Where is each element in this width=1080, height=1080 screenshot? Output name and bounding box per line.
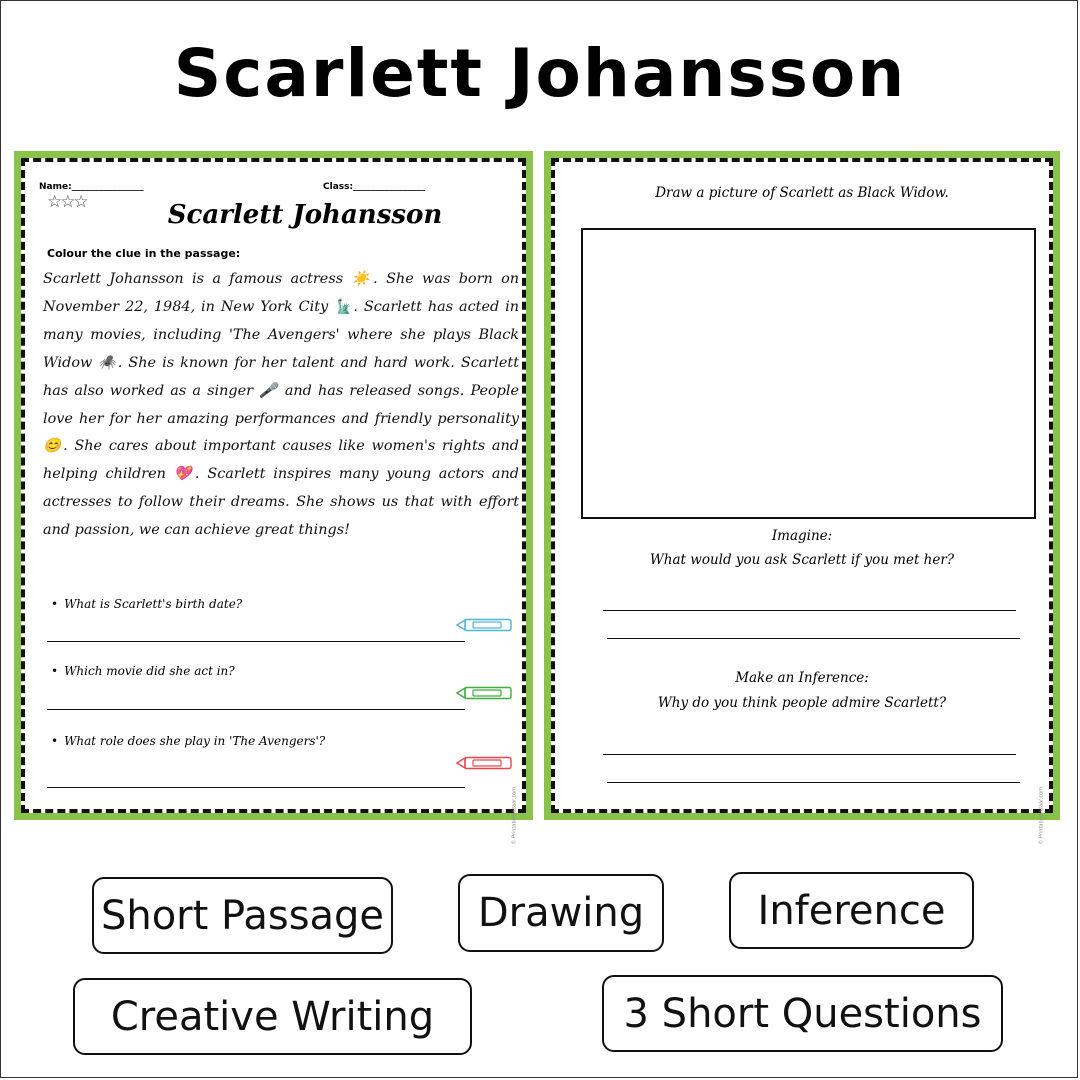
worksheet-activities-inner: [551, 158, 1053, 845]
writing-line-2[interactable]: [607, 638, 1020, 639]
crayon-icon-green: [457, 686, 513, 700]
inference-question: Why do you think people admire Scarlett?: [657, 695, 947, 711]
reading-passage: Scarlett Johansson is a famous actress ☀️. She was born on November 22, 1984, in New York City 🗽. Scarlett has acted in many movies, including 'The Avengers' where she plays Black Widow 🕷️. She is known for her talent and hard work. Scarlett has also worked as a singer 🎤 and has released songs. People love her for her amazing performances and friendly personality 😊. She cares about important causes like women's rights and helping children 💖. Scarlett inspires many young actors and actresses to follow their dreams. She shows us that with effort and passion, we can achieve great things!: [43, 271, 519, 539]
crayon-icon-blue: [457, 618, 513, 632]
worksheet-title: Scarlett Johansson: [167, 200, 443, 230]
worksheet-activities-page: [544, 151, 1060, 845]
imagine-question: What would you ask Scarlett if you met her?: [649, 552, 955, 568]
class-field-label: Class:________________: [323, 182, 426, 192]
writing-line-4[interactable]: [607, 782, 1020, 783]
crayon-icon-red: [457, 756, 513, 770]
tag-inference: Inference: [729, 872, 974, 949]
drawing-box[interactable]: [581, 228, 1036, 519]
writing-line-1[interactable]: [603, 610, 1016, 611]
inference-heading: Make an Inference:: [735, 670, 869, 686]
tag-creative-writing: Creative Writing: [73, 978, 472, 1055]
rating-stars-icon: ☆☆☆: [47, 192, 87, 212]
question-1: • What is Scarlett's birth date?: [51, 597, 242, 611]
question-2: • Which movie did she act in?: [51, 664, 235, 678]
credit-text: © Printablebazaar.com: [512, 787, 518, 845]
answer-line-3[interactable]: [47, 787, 465, 788]
answer-line-1[interactable]: [47, 641, 465, 642]
credit-text: © Printablebazaar.com: [1039, 787, 1045, 845]
worksheet-instruction: Colour the clue in the passage:: [47, 247, 241, 260]
drawing-prompt: Draw a picture of Scarlett as Black Widow.: [655, 185, 949, 201]
tag-short-passage: Short Passage: [92, 877, 393, 954]
tag-3-short-questions: 3 Short Questions: [602, 975, 1003, 1052]
worksheet-passage-page: [14, 151, 533, 845]
answer-line-2[interactable]: [47, 709, 465, 710]
tag-drawing: Drawing: [458, 874, 664, 952]
name-field-label: Name:________________: [39, 182, 144, 192]
writing-line-3[interactable]: [603, 754, 1016, 755]
question-3: • What role does she play in 'The Avengers'?: [51, 734, 325, 748]
imagine-heading: Imagine:: [771, 528, 833, 544]
worksheet-passage-inner: [21, 158, 526, 845]
page-title: Scarlett Johansson: [173, 35, 907, 112]
